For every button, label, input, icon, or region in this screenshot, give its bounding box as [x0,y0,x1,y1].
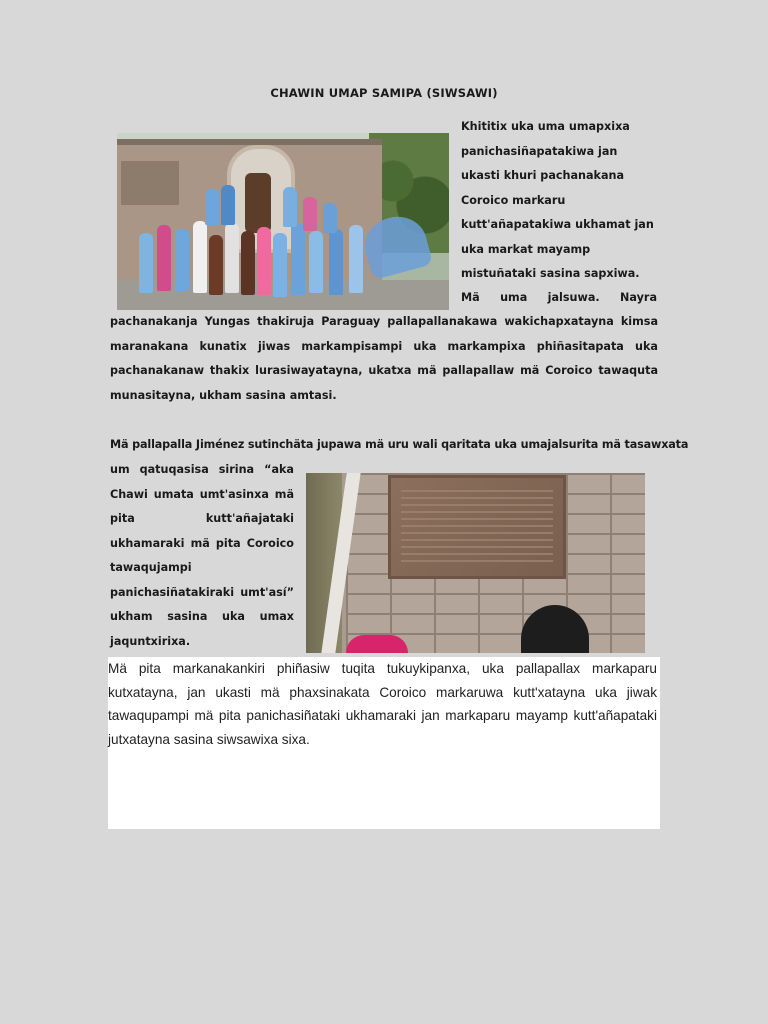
page-title: CHAWIN UMAP SAMIPA (SIWSAWI) [270,86,498,100]
stone-plaque-photo [306,473,645,653]
paragraph-2-lead: Mä uma jalsuwa. Nayra [461,291,657,304]
paragraph-2: pachanakanja Yungas thakiruja Paraguay pallapallanakawa wakichapxatayna kimsa maranakana kunatix jiwas markampisampi uka markampixa phiñasitapata uka pachanakanaw thakix lurasiwayatayna, ukatxa mä pallapallaw mä Coroico tawaquta munasitayna, ukham sasina amtasi. [110,315,658,402]
paragraph-1: Khititix uka uma umapxixa panichasiñapatakiwa jan ukasti khuri pachanakana Coroico markaru kutt'añapatakiwa ukhamat jan uka markat mayamp mistuñataki sasina sapxiwa. [461,120,654,280]
paragraph-4: Mä pita markanakankiri phiñasiw tuqita tukuykipanxa, uka pallapallax markaparu kutxatayna, jan ukasti mä phaxsinakata Coroico markaruwa kutt'xatayna uka jiwak tawaqupampi mä pita panichasiñataki ukhamaraki jan markaparu mayamp kutt'añapataki jutxatayna sasina siwsawixa sixa. [108,661,657,747]
text-box [108,657,660,829]
paragraph-3: um qatuqasisa sirina “aka Chawi umata umt'asinxa mä pita kutt'añajataki ukhamaraki mä pita Coroico tawaqujampi panichasiñatakiraki umt'así” ukham sasina uka umax jaquntxirixa. [110,463,294,648]
paragraph-3-lead: Mä pallapalla Jiménez sutinchäta jupawa mä uru wali qaritata uka umajalsurita mä tasawxata [110,438,689,451]
children-group-photo [117,133,449,310]
